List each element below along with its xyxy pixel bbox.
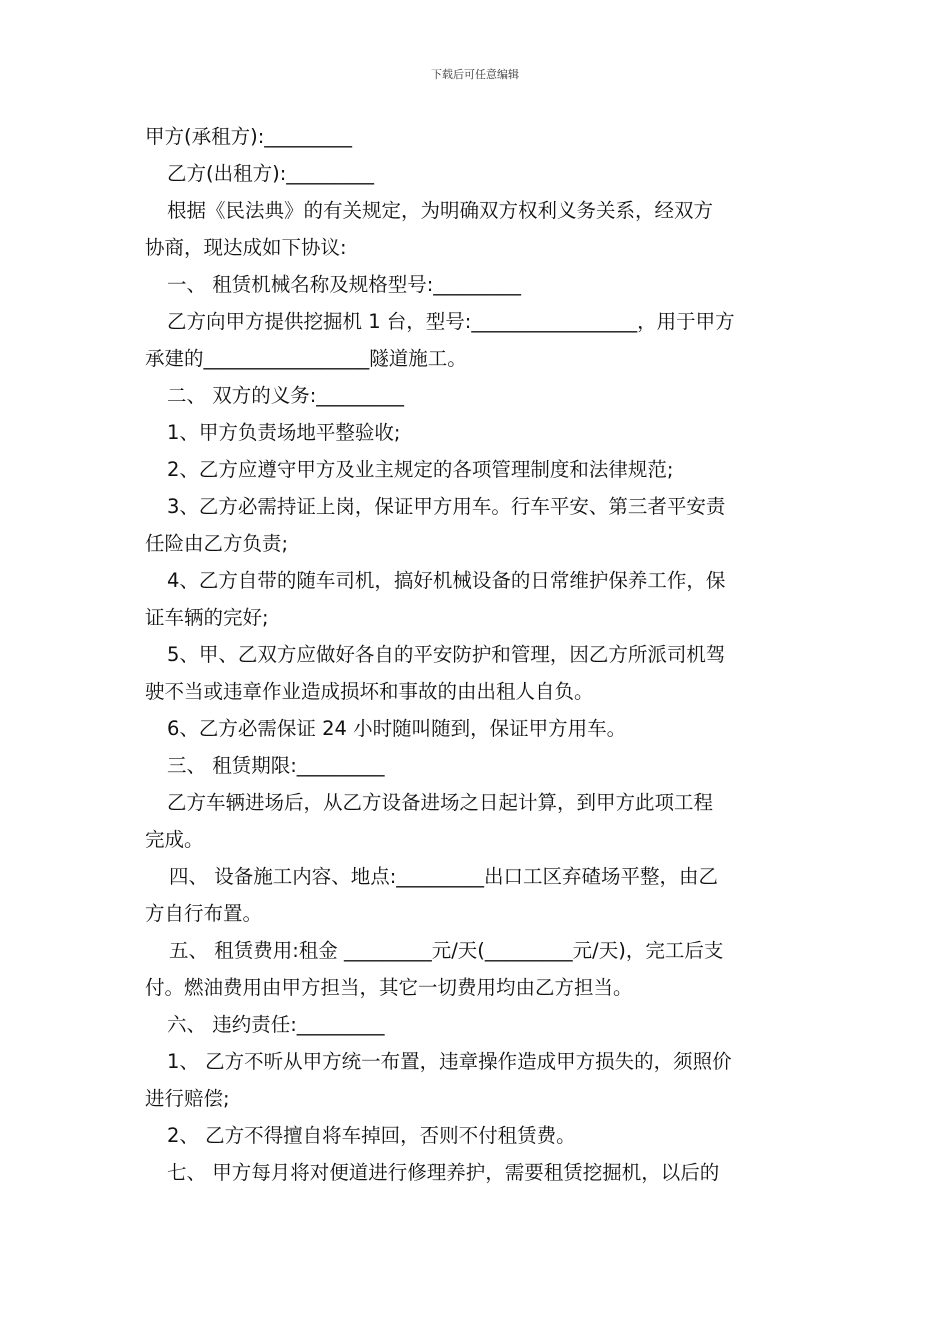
- duty-item-1: 1、甲方负责场地平整验收;: [167, 421, 401, 444]
- breach-item-1-line-1: 1、 乙方不听从甲方统一布置，违章操作造成甲方损失的，须照价: [167, 1050, 732, 1073]
- duty-item-4-line-2: 证车辆的完好;: [145, 606, 269, 629]
- section-6-heading: 六、 违约责任:_________: [167, 1013, 385, 1036]
- duty-item-5-line-2: 驶不当或违章作业造成损坏和事故的由出租人自负。: [145, 680, 594, 703]
- duty-item-4-line-1: 4、乙方自带的随车司机，搞好机械设备的日常维护保养工作，保: [167, 569, 726, 592]
- breach-item-1-line-2: 进行赔偿;: [145, 1087, 230, 1110]
- duty-item-6: 6、乙方必需保证 24 小时随叫随到，保证甲方用车。: [167, 717, 627, 740]
- duty-item-2: 2、乙方应遵守甲方及业主规定的各项管理制度和法律规范;: [167, 458, 674, 481]
- page-header: 下载后可任意编辑: [431, 68, 519, 81]
- section-1-text-2: 承建的_________________隧道施工。: [145, 347, 467, 370]
- party-b-line: 乙方(出租方):_________: [167, 162, 375, 185]
- preamble-line-2: 协商，现达成如下协议:: [145, 236, 347, 259]
- section-2-heading: 二、 双方的义务:_________: [167, 384, 405, 407]
- section-3-heading: 三、 租赁期限:_________: [167, 754, 385, 777]
- duty-item-5-line-1: 5、甲、乙双方应做好各自的平安防护和管理，因乙方所派司机驾: [167, 643, 726, 666]
- section-3-text-1: 乙方车辆进场后，从乙方设备进场之日起计算，到甲方此项工程: [167, 791, 714, 814]
- duty-item-3-line-2: 任险由乙方负责;: [145, 532, 289, 555]
- party-a-line: 甲方(承租方):_________: [145, 125, 353, 148]
- section-7-line-1: 七、 甲方每月将对便道进行修理养护，需要租赁挖掘机，以后的: [167, 1161, 720, 1184]
- breach-item-2: 2、 乙方不得擅自将车掉回，否则不付租赁费。: [167, 1124, 576, 1147]
- section-3-text-2: 完成。: [145, 828, 204, 851]
- section-4-line-1: 四、 设备施工内容、地点:_________出口工区弃碴场平整，由乙: [169, 865, 719, 888]
- duty-item-3-line-1: 3、乙方必需持证上岗，保证甲方用车。行车平安、第三者平安责: [167, 495, 726, 518]
- section-5-line-1: 五、 租赁费用:租金 _________元/天(_________元/天)，完工后支: [169, 939, 724, 962]
- section-1-text-1: 乙方向甲方提供挖掘机 1 台，型号:_________________，用于甲方: [167, 310, 735, 333]
- section-4-line-2: 方自行布置。: [145, 902, 263, 925]
- section-5-line-2: 付。燃油费用由甲方担当，其它一切费用均由乙方担当。: [145, 976, 633, 999]
- contract-body: [145, 118, 807, 1191]
- section-1-heading: 一、 租赁机械名称及规格型号:_________: [167, 273, 522, 296]
- preamble-line-1: 根据《民法典》的有关规定，为明确双方权利义务关系，经双方: [167, 199, 714, 222]
